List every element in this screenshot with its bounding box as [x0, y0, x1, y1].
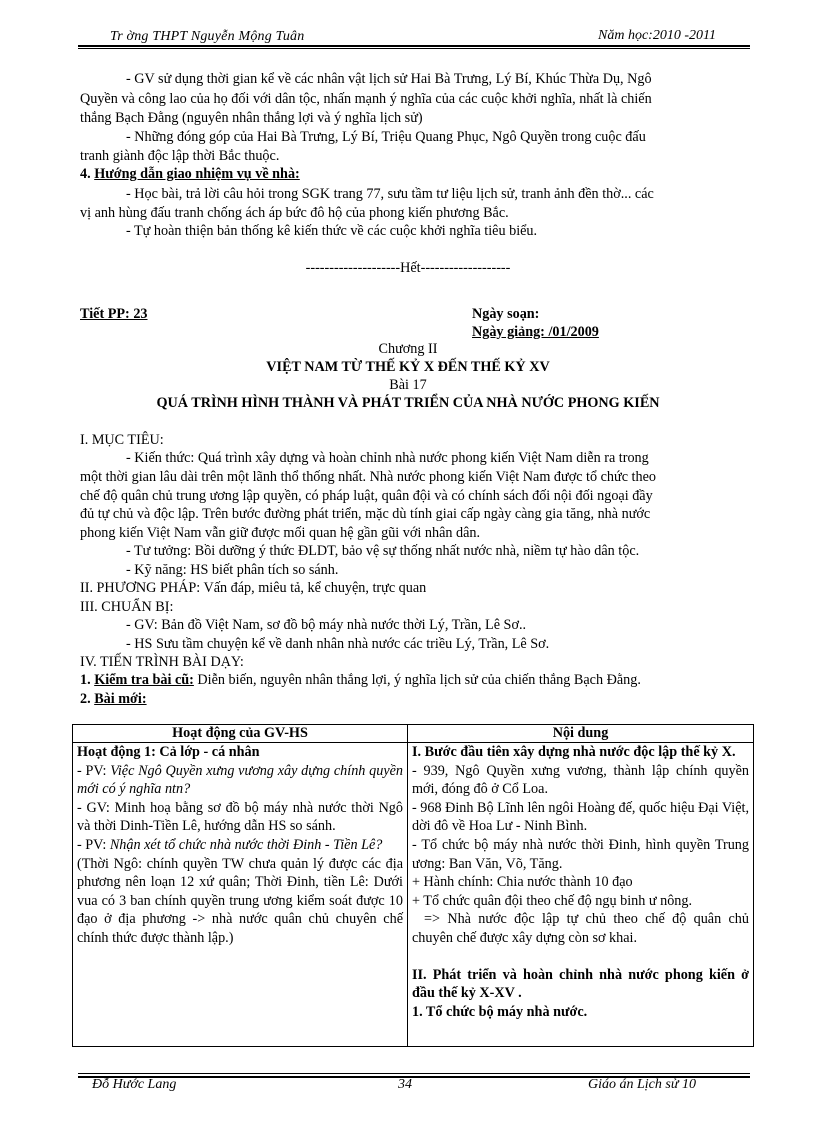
para-line: - GV sử dụng thời gian kể về các nhân vật lịch sử Hai Bà Trưng, Lý Bí, Khúc Thừa Dụ, Ngô — [126, 71, 652, 87]
activity-1-heading: Hoạt động 1: Cả lớp - cá nhân — [77, 744, 260, 760]
lesson-number: Bài 17 — [389, 377, 427, 393]
answer-text: (Thời Ngô: chính quyền TW chưa quản lý được các địa phương nên loạn 12 xứ quân; Thời Đinh, tiền Lê: Dưới vua có 3 ban chính quyền trung ương kiểm soát được 10 đạo ở địa phương -> nhà nước quân chủ chuyên chế chính thức được thành lập.) — [77, 855, 403, 946]
page-number: 34 — [398, 1077, 412, 1092]
chapter-title: VIỆT NAM TỪ THẾ KỶ X ĐẾN THẾ KỶ XV — [266, 359, 550, 375]
header-rule — [78, 45, 750, 47]
content-item: + Tổ chức quân đội theo chế độ ngụ binh ư nông. — [412, 892, 693, 909]
content-heading-3: 1. Tổ chức bộ máy nhà nước. — [412, 1003, 588, 1020]
para-line: - GV: Bản đồ Việt Nam, sơ đồ bộ máy nhà nước thời Lý, Trần, Lê Sơ.. — [126, 617, 527, 633]
para-line: - HS Sưu tầm chuyện kể về danh nhân nhà nước các triều Lý, Trần, Lê Sơ. — [126, 636, 550, 652]
table-header-content: Nội dung — [408, 725, 754, 743]
para-line: phong kiến Việt Nam vẫn giữ được mối quan hệ gần gũi với nhân dân. — [80, 525, 481, 541]
para-line: đủ tự chủ và độc lập. Trên bước đường phát triển, mặc dù tính giai cấp ngày càng gia tăng, nhà nước — [80, 506, 651, 522]
review-label: Kiểm tra bài cũ: — [94, 672, 194, 688]
content-item: - 968 Đinh Bộ Lĩnh lên ngôi Hoàng đế, quốc hiệu Đại Việt, dời đô về Hoa Lư - Ninh Bình. — [412, 799, 749, 835]
header-rule-thin — [78, 48, 750, 49]
content-heading-1: I. Bước đầu tiên xây dựng nhà nước độc lập thế kỷ X. — [412, 744, 736, 760]
review-number: 1. — [80, 672, 91, 688]
para-line: Quyền và công lao của họ đối với dân tộc, nhấn mạnh ý nghĩa của các cuộc khởi nghĩa, nhất là chiến — [80, 91, 652, 107]
new-lesson-label: Bài mới: — [94, 691, 147, 707]
content-conclusion: => Nhà nước độc lập tự chủ theo chế độ quân chủ chuyên chế được xây dựng còn sơ khai. — [412, 911, 749, 946]
para-line: - Tự hoàn thiện bản thống kê kiến thức về các cuộc khởi nghĩa tiêu biểu. — [126, 223, 538, 239]
content-heading-2: II. Phát triển và hoàn chỉnh nhà nước phong kiến ở đầu thế kỷ X-XV . — [412, 966, 749, 1002]
prep-date: Ngày soạn: — [472, 306, 540, 322]
table-header-activities: Hoạt động của GV-HS — [73, 725, 408, 743]
review-line — [80, 670, 641, 690]
para-line: - Tư tưởng: Bồi dưỡng ý thức ĐLDT, bảo vệ sự thống nhất nước nhà, niềm tự hào dân tộc. — [126, 543, 640, 559]
teach-date: Ngày giảng: /01/2009 — [472, 324, 599, 340]
spacer — [412, 948, 749, 966]
question-2: - PV: Nhận xét tổ chức nhà nước thời Đinh - Tiền Lê? — [77, 836, 383, 853]
activities-cell — [73, 743, 408, 1047]
header-school: Tr ờng THPT Nguyễn Mộng Tuân — [110, 29, 305, 44]
section-heading-4 — [80, 164, 300, 184]
para-line: thắng Bạch Đằng (nguyên nhân thắng lợi và ý nghĩa lịch sử) — [80, 110, 423, 126]
question-1: - PV: Việc Ngô Quyền xưng vương xây dựng chính quyền mới có ý nghĩa ntn? — [77, 762, 404, 798]
footer-author: Đỗ Hước Lang — [92, 1077, 177, 1092]
content-item: - 939, Ngô Quyền xưng vương, thành lập chính quyền mới, đóng đô ở Cổ Loa. — [412, 762, 749, 798]
para-line: - Kỹ năng: HS biết phân tích so sánh. — [126, 562, 339, 578]
para-line: - Học bài, trả lời câu hỏi trong SGK trang 77, sưu tầm tư liệu lịch sử, tranh ảnh đền thờ... các — [126, 186, 654, 202]
footer-subject: Giáo án Lịch sử 10 — [588, 1077, 696, 1092]
preparation-heading: III. CHUẨN BỊ: — [80, 599, 174, 615]
para-line: - Những đóng góp của Hai Bà Trưng, Lý Bí, Triệu Quang Phục, Ngô Quyền trong cuộc đấu — [126, 129, 646, 145]
para-line: chế độ quân chủ trung ương lập quyền, có pháp luật, quân đội và có chính sách đối nội đối ngoại đầy — [80, 488, 653, 504]
lesson-activity-table — [72, 724, 754, 1047]
methods-heading: II. PHƯƠNG PHÁP: Vấn đáp, miêu tả, kể chuyện, trực quan — [80, 580, 427, 596]
procedure-heading: IV. TIẾN TRÌNH BÀI DẠY: — [80, 654, 244, 670]
teacher-illustration: - GV: Minh hoạ bằng sơ đồ bộ máy nhà nước thời Ngô và thời Dinh-Tiền Lê, hướng dẫn HS so sánh. — [77, 799, 403, 835]
para-line: tranh giành độc lập thời Bắc thuộc. — [80, 148, 280, 164]
header-school-year: Năm học:2010 -2011 — [598, 28, 716, 43]
chapter-number: Chương II — [378, 341, 438, 357]
para-line: - Kiến thức: Quá trình xây dựng và hoàn chỉnh nhà nước phong kiến Việt Nam diễn ra trong — [126, 450, 649, 466]
objectives-heading: I. MỤC TIÊU: — [80, 432, 164, 448]
content-item: + Hành chính: Chia nước thành 10 đạo — [412, 874, 633, 891]
lesson-title: QUÁ TRÌNH HÌNH THÀNH VÀ PHÁT TRIỂN CỦA NHÀ NƯỚC PHONG KIẾN — [156, 395, 660, 411]
period-number: Tiết PP: 23 — [80, 306, 148, 322]
new-lesson-number: 2. — [80, 691, 91, 707]
content-item: - Tổ chức bộ máy nhà nước thời Đinh, hình quyền Trung ương: Ban Văn, Võ, Tăng. — [412, 836, 749, 872]
para-line: vị anh hùng đấu tranh chống ách áp bức đô hộ của phong kiến phương Bắc. — [80, 205, 509, 221]
new-lesson-line — [80, 689, 147, 709]
end-separator: --------------------Hết------------------- — [305, 260, 511, 276]
section-number: 4. — [80, 166, 91, 182]
footer-rule-thin — [78, 1073, 750, 1074]
content-cell — [408, 743, 754, 1047]
review-text: Diễn biến, nguyên nhân thắng lợi, ý nghĩa lịch sử của chiến thắng Bạch Đằng. — [193, 672, 641, 688]
para-line: một thời gian lâu dài trên một lãnh thổ thống nhất. Nhà nước phong kiến Việt Nam được tổ chức theo — [80, 469, 656, 485]
section-heading-text: Hướng dẫn giao nhiệm vụ về nhà: — [94, 166, 300, 182]
